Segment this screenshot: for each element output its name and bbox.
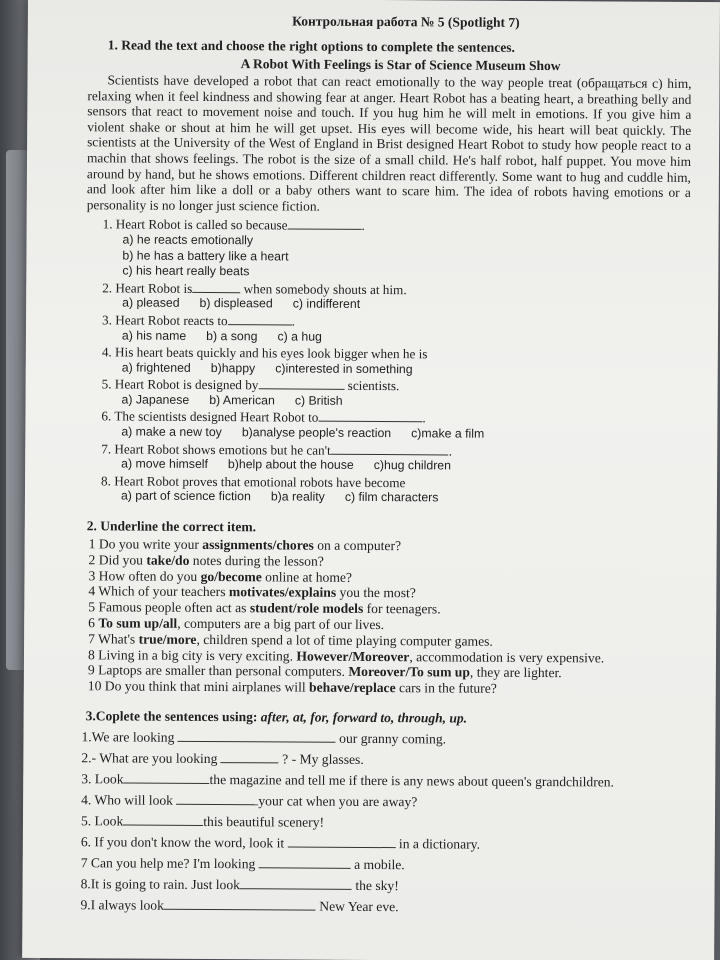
question-item [101,441,689,476]
sentence-start: 8.It is going to rain. Just look [80,876,240,893]
sentence-end: a mobile. [350,856,405,873]
answer-blank[interactable] [258,378,344,391]
choice-pair[interactable]: motivates/explains [228,584,337,601]
sentence-end: the sky! [351,877,399,894]
option[interactable]: b) he has a battery like a heart [122,247,289,264]
item-text: 3 How often do you [88,567,201,584]
item-text: 10 Do you think that mini airplanes will [87,678,310,695]
option[interactable]: b) a song [206,328,258,343]
task3-word-list: after, at, for, forward to, through, up. [260,709,468,726]
answer-blank[interactable] [176,793,258,806]
option[interactable]: c)make a film [411,426,485,441]
sentence-start: 6. If you don't know the word, look it [80,834,288,851]
sentence-start: 7 Can you help me? I'm looking [80,855,259,872]
item-text-end: online at home? [261,568,353,585]
answer-blank[interactable] [178,730,336,743]
item-text-end: , they are lighter. [469,665,562,681]
question-item [102,280,690,315]
answer-blank[interactable] [124,771,210,784]
item-text: 6 [88,615,99,631]
choice-pair[interactable]: assignments/chores [202,536,314,553]
choice-pair[interactable]: behave/replace [309,679,396,696]
task3-lines [74,726,687,919]
option[interactable]: b) American [209,392,275,408]
item-text-end: , children spend a lot of time playing computer games. [196,631,493,649]
option[interactable]: c)interested in something [275,361,413,376]
choice-pair[interactable]: go/become [200,568,262,584]
sentence-end: New Year eve. [315,898,399,915]
item-text-end: for teenagers. [363,601,441,617]
sentence-end: in a dictionary. [395,836,481,852]
question-text-end: when somebody shouts at him. [240,280,407,297]
sentence-start: 5. Look [80,813,124,829]
worksheet-page [22,0,720,960]
option[interactable]: c) a hug [277,328,322,344]
choice-pair[interactable]: take/do [146,552,190,568]
answer-blank[interactable] [288,218,362,230]
item-text-end: , computers are a big part of our lives. [177,615,385,633]
answer-blank[interactable] [240,877,352,890]
option[interactable]: a) Japanese [121,392,190,407]
sentence-start: 1.We are looking [81,729,178,745]
question-text: 3. Heart Robot reacts to [101,312,228,329]
option[interactable]: a) pleased [122,295,180,311]
question-text-end: scientists. [344,378,400,394]
item-text: 4 Which of your teachers [88,583,229,600]
question-text-end: . [291,313,296,329]
sentence-end: our granny coming. [335,730,447,747]
answer-blank[interactable] [259,856,351,869]
question-item [101,409,689,444]
item-text: 5 Famous people often act as [88,599,250,616]
question-text-end: . [361,218,365,234]
option[interactable]: a) part of science fiction [120,488,251,504]
task2-title: 2. Underline the correct item. [86,518,257,535]
task2-items [88,536,689,698]
reading-passage: Scientists have developed a robot that can react emotionally to the way people treat (обращаться с) him, relaxing when it feel kindness and showing fear at anger. Heart Robot has a beating heart, a breathing belly and sensors that react to movement noise and touch. If you hug him he will melt in emotions. If you give him a violent shake or shout at him he will get upset. His eyes will become wide, his heart will beat quickly. The scientists at the University of the West of England in Brist designed Heart Robot to study how people react to a machin that shows feelings. The robot is the size of a small child. He's half robot, half puppet. You move him around by hand, but he shows emotions. Different children react differently. Some want to hug and cuddle him, and look after him like a doll or a baby others want to scare him. The idea of robots having emotions or a personality is no longer just science fiction. [86,72,692,214]
question-text: 6. The scientists designed Heart Robot to [101,408,319,426]
option[interactable]: b)analyse people's reaction [241,425,392,441]
choice-pair[interactable]: To sum up/all [98,615,178,631]
question-text: 1. Heart Robot is called so because [102,216,288,233]
item-text: 8 Living in a big city is very exciting. [87,646,297,664]
option[interactable]: b)a reality [270,489,325,505]
question-item [101,473,689,508]
sentence-end: your cat when you are away? [258,793,418,810]
answer-blank[interactable] [318,410,422,423]
answer-blank[interactable] [192,281,240,293]
task1-instruction: 1. Read the text and choose the right options to complete the sentences. [107,37,515,55]
sentence-start: 3. Look [81,771,124,787]
option[interactable]: c)hug children [373,458,452,473]
option[interactable]: c) film characters [344,490,439,505]
question-text: 2. Heart Robot is [102,280,193,296]
question-text: 5. Heart Robot is designed by [101,376,259,393]
choice-pair[interactable]: true/more [138,631,197,647]
option[interactable]: b) displeased [199,296,273,311]
sentence-start: 9.I always look [80,897,164,913]
item-text-end: , accommodation is very expensive. [409,648,605,666]
item-text: 9 Laptops are smaller than personal computers. [87,662,349,680]
option[interactable]: a) frightened [121,360,191,375]
choice-pair[interactable]: Moreover/To sum up [348,664,471,681]
story-title: A Robot With Feelings is Star of Science Museum Show [240,56,561,74]
question-options [121,489,689,508]
item-text-end: cars in the future? [395,680,497,696]
question-options [122,232,690,282]
option[interactable]: b)happy [210,360,256,375]
task3-title-text: 3.Coplete the sentences using: [85,708,261,725]
option[interactable]: c) indifferent [292,296,361,312]
answer-blank[interactable] [331,442,449,455]
question-text-end: . [448,443,453,459]
item-text-end: on a computer? [313,537,402,554]
answer-blank[interactable] [123,813,203,825]
sentence-start: 4. Who will look [81,792,177,808]
sentence-end: this beautiful scenery! [203,813,325,830]
question-text-end: . [422,410,426,426]
answer-blank[interactable] [228,313,292,325]
option[interactable]: a) make a new toy [121,424,222,440]
item-text: 1 Do you write your [88,536,203,552]
question-item [102,344,690,379]
task2-item [88,678,688,697]
option[interactable]: a) his name [121,327,187,343]
answer-blank[interactable] [221,751,279,763]
option[interactable]: b)help about the house [227,457,354,473]
option[interactable]: c) his heart really beats [122,263,250,279]
item-text: 2 Did you [88,552,147,568]
sentence-end: the magazine and tell me if there is any news about queen's grandchildren. [209,772,615,790]
question-text: 8. Heart Robot proves that emotional robots have become [101,473,406,491]
worksheet-header: Контрольная работа № 5 (Spotlight 7) [292,13,520,30]
task3-sentence [80,894,686,919]
task3-title [86,708,688,728]
sentence-start: 2.- What are you looking [81,750,221,767]
task1-questions [101,217,691,508]
item-text-end: notes during the lesson? [189,552,324,569]
question-item [102,377,690,412]
answer-blank[interactable] [164,898,316,911]
answer-blank[interactable] [288,835,396,848]
option[interactable]: a) he reacts emotionally [122,232,254,248]
sentence-end: ? - My glasses. [278,751,364,767]
choice-pair[interactable]: student/role models [249,600,364,617]
question-item [102,217,690,283]
choice-pair[interactable]: However/Moreover [296,648,410,664]
question-item [102,312,690,347]
item-text: 7 What's [88,631,139,647]
option[interactable]: c) British [294,393,343,408]
question-text: 7. Heart Robot shows emotions but he can't [101,440,331,458]
option[interactable]: a) move himself [121,456,209,472]
item-text-end: you the most? [336,585,416,601]
question-text: 4. His heart beats quickly and his eyes look bigger when he is [101,344,428,362]
